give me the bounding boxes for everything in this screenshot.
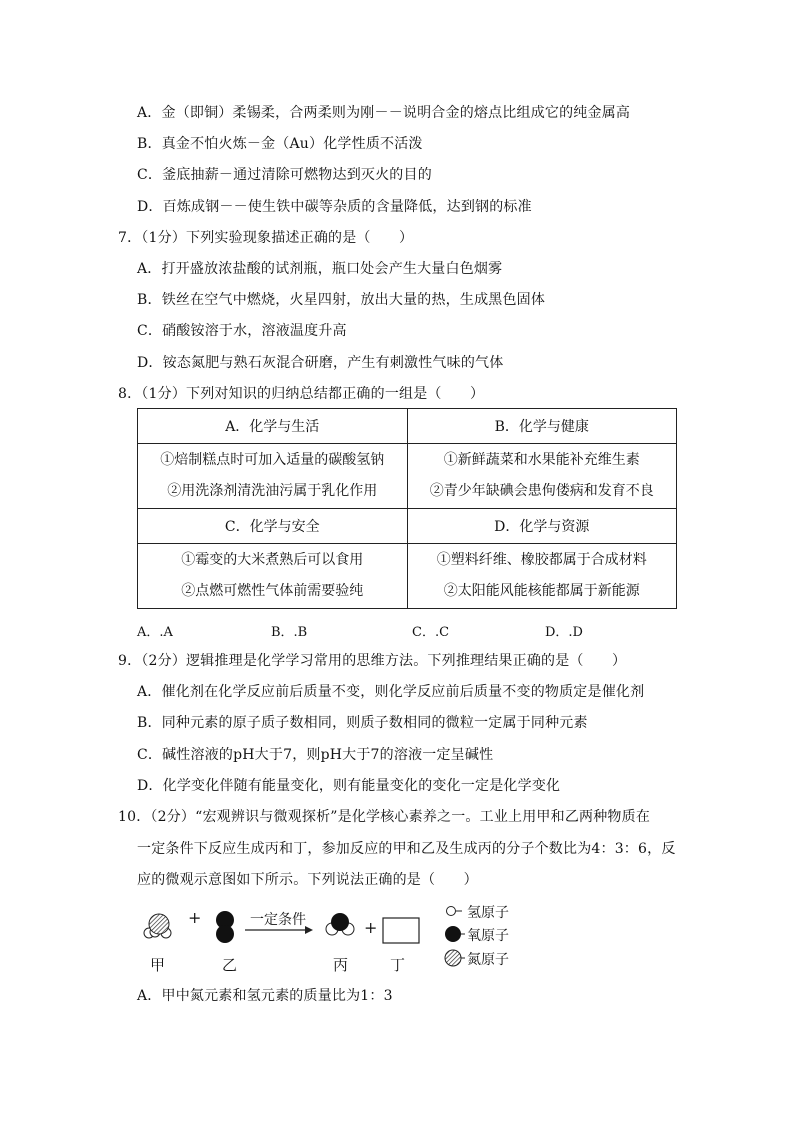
knowledge-table [137,408,677,609]
q8-choice-d: D．.D [545,625,583,640]
q7-option-a: A．打开盛放浓盐酸的试剂瓶，瓶口处会产生大量白色烟雾 [137,261,503,277]
plus-sign-1: + [188,908,202,927]
table-d-item-2: ②太阳能风能核能都属于新能源 [443,583,640,599]
q10-stem-line2: 一定条件下反应生成丙和丁，参加反应的甲和乙及生成丙的分子个数比为4：3：6，反 [137,841,676,857]
plus-sign-2: + [364,918,378,937]
table-head-a: A．化学与生活 [138,409,408,444]
q6-option-d: D．百炼成钢－－使生铁中碳等杂质的含量降低，达到钢的标准 [137,199,532,215]
q8-choice-c: C．.C [412,625,450,640]
q6-option-c: C．釜底抽薪－通过清除可燃物达到灭火的目的 [137,167,432,183]
molecule-yi-icon [216,911,234,943]
q7-stem: 7．（1分）下列实验现象描述正确的是（ ） [118,230,414,246]
molecule-jia-icon [144,914,171,938]
table-cell-b [407,444,677,509]
q9-option-b: B．同种元素的原子质子数相同，则质子数相同的微粒一定属于同种元素 [137,715,588,731]
q10-stem-line3: 应的微观示意图如下所示。下列说法正确的是（ ） [137,872,478,888]
reaction-condition: 一定条件 [250,912,306,928]
table-head-c: C．化学与安全 [138,509,408,544]
label-ding: 丁 [390,956,406,974]
table-head-b: B．化学与健康 [407,409,677,444]
table-b-item-1: ①新鲜蔬菜和水果能补充维生素 [443,452,640,468]
q8-choice-b: B．.B [271,625,308,640]
legend-n-label: 氮原子 [467,952,509,968]
label-yi: 乙 [222,956,238,974]
legend-o-label: 氧原子 [467,928,509,944]
table-a-item-1: ①焙制糕点时可加入适量的碳酸氢钠 [160,452,385,468]
q7-option-b: B．铁丝在空气中燃烧，火星四射，放出大量的热，生成黑色固体 [137,292,546,308]
q10-option-a: A．甲中氮元素和氢元素的质量比为1：3 [137,988,393,1004]
table-cell-a [138,444,408,509]
table-a-item-2: ②用洗涤剂清洗油污属于乳化作用 [167,483,378,499]
legend-n-icon [445,950,465,966]
q9-option-c: C．碱性溶液的pH大于7，则pH大于7的溶液一定呈碱性 [137,747,494,763]
q6-option-b: B．真金不怕火炼－金（Au）化学性质不活泼 [137,136,423,152]
legend-h-label: 氢原子 [467,905,509,921]
q6-option-a: A．金（即铜）柔锡柔，合两柔则为刚－－说明合金的熔点比组成它的纯金属高 [137,105,631,121]
table-cell-d [407,544,677,609]
molecule-ding-box [383,918,419,943]
table-head-d: D．化学与资源 [407,509,677,544]
legend-h-icon [447,907,463,916]
table-cell-c [138,544,408,609]
q8-choice-a: A．.A [137,625,173,640]
table-d-item-1: ①塑料纤维、橡胶都属于合成材料 [436,552,647,568]
table-c-item-1: ①霉变的大米煮熟后可以食用 [181,552,364,568]
q7-option-d: D．铵态氮肥与熟石灰混合研磨，产生有刺激性气味的气体 [137,355,504,371]
table-b-item-2: ②青少年缺碘会患佝偻病和发育不良 [429,483,654,499]
label-jia: 甲 [150,956,166,974]
q9-option-a: A．催化剂在化学反应前后质量不变，则化学反应前后质量不变的物质定是催化剂 [137,684,645,700]
table-c-item-2: ②点燃可燃性气体前需要验纯 [181,583,364,599]
molecule-bing-icon [326,913,354,935]
q9-stem: 9．（2分）逻辑推理是化学学习常用的思维方法。下列推理结果正确的是（ ） [118,653,627,669]
q9-option-d: D．化学变化伴随有能量变化，则有能量变化的变化一定是化学变化 [137,778,561,794]
q7-option-c: C．硝酸铵溶于水，溶液温度升高 [137,323,347,339]
q10-stem-line1: 10．（2分）“宏观辨识与微观探析”是化学核心素养之一。工业上用甲和乙两种物质在 [118,809,651,825]
q8-stem: 8．（1分）下列对知识的归纳总结都正确的一组是（ ） [118,386,485,402]
legend-o-icon [445,926,465,942]
label-bing: 丙 [333,956,349,974]
